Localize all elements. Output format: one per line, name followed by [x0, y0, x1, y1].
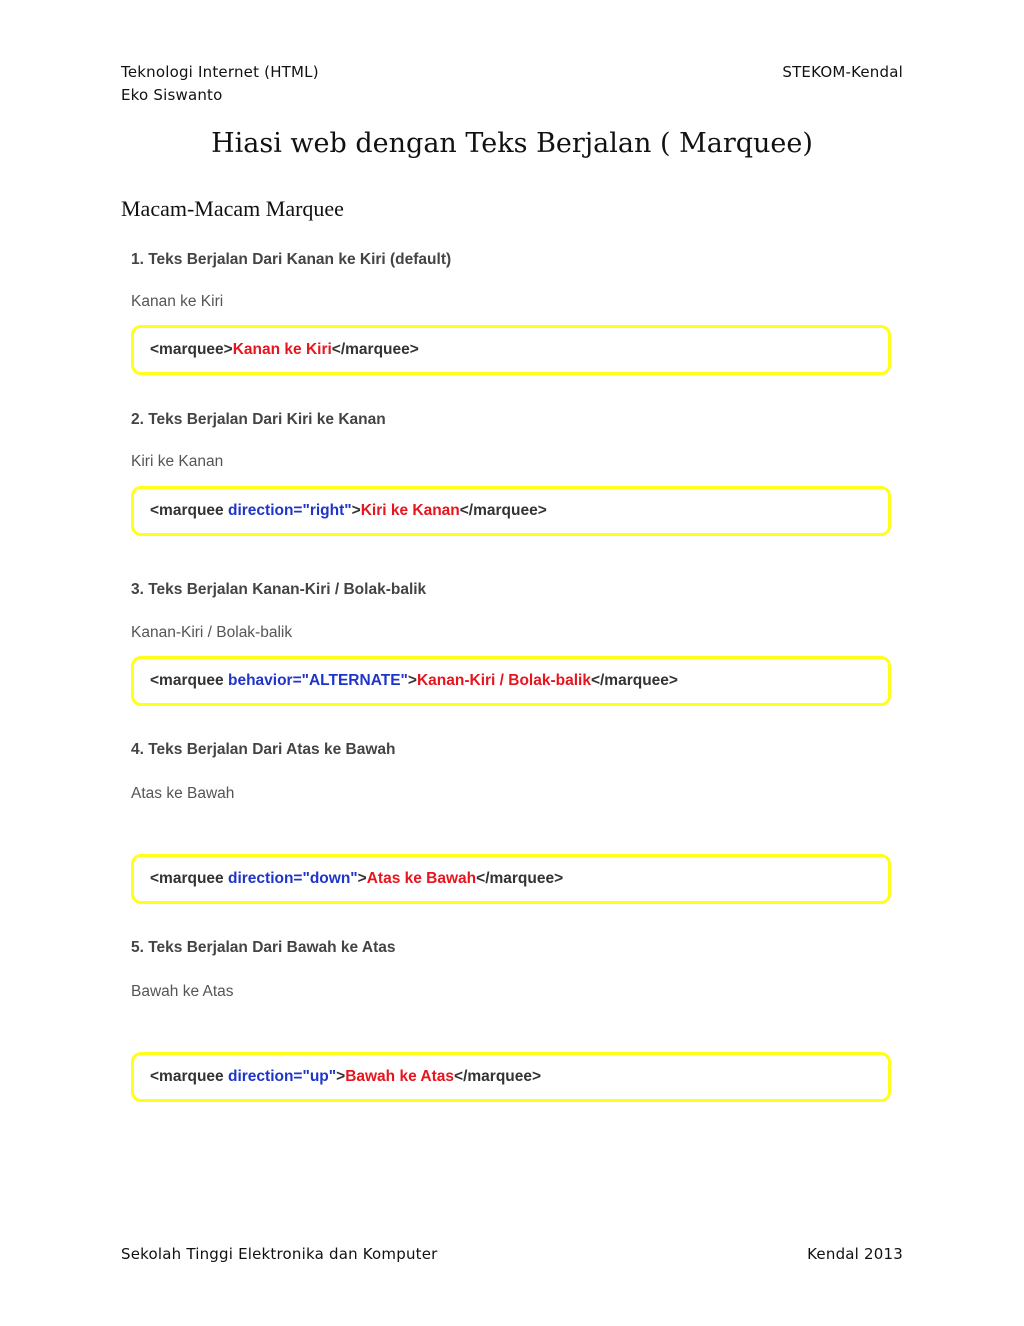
code-line-3	[150, 672, 678, 690]
code-tag-bracket: >	[351, 502, 361, 519]
code-tag-open: <marquee	[150, 672, 228, 689]
section-subtitle: Macam-Macam Marquee	[121, 196, 344, 221]
code-line-4	[150, 870, 563, 888]
code-tag-close: </marquee>	[454, 1068, 542, 1085]
code-line-5	[150, 1068, 541, 1086]
code-tag-close: </marquee>	[476, 870, 564, 887]
demo-text-1: Kanan ke Kiri	[131, 293, 224, 310]
section-heading-4: 4. Teks Berjalan Dari Atas ke Bawah	[131, 741, 396, 758]
code-box-1	[131, 325, 891, 375]
code-tag-open: <marquee	[150, 870, 228, 887]
section-heading-3: 3. Teks Berjalan Kanan-Kiri / Bolak-balik	[131, 581, 427, 598]
code-tag-open: <marquee	[150, 1068, 228, 1085]
code-content: Atas ke Bawah	[366, 870, 477, 887]
code-line-2	[150, 502, 547, 520]
demo-text-4: Atas ke Bawah	[131, 785, 235, 802]
page-title: Hiasi web dengan Teks Berjalan ( Marquee)	[211, 128, 813, 159]
footer-year: Kendal 2013	[807, 1245, 903, 1263]
code-tag-close: </marquee>	[331, 341, 419, 358]
code-tag-close: </marquee>	[459, 502, 547, 519]
code-box-2	[131, 486, 891, 536]
code-tag-bracket: >	[223, 341, 233, 358]
code-tag-close: </marquee>	[590, 672, 678, 689]
code-content: Kiri ke Kanan	[360, 502, 460, 519]
demo-text-2: Kiri ke Kanan	[131, 453, 224, 470]
demo-text-3: Kanan-Kiri / Bolak-balik	[131, 624, 293, 641]
header-institution: STEKOM-Kendal	[782, 63, 903, 81]
code-line-1	[150, 341, 419, 359]
code-attribute: direction="right"	[227, 502, 352, 519]
code-attribute: behavior="ALTERNATE"	[227, 672, 408, 689]
section-heading-5: 5. Teks Berjalan Dari Bawah ke Atas	[131, 939, 396, 956]
header-course: Teknologi Internet (HTML)	[121, 63, 319, 81]
code-box-4	[131, 854, 891, 904]
code-tag-bracket: >	[336, 1068, 346, 1085]
code-content: Kanan ke Kiri	[232, 341, 332, 358]
footer-institution: Sekolah Tinggi Elektronika dan Komputer	[121, 1245, 438, 1263]
code-content: Bawah ke Atas	[345, 1068, 455, 1085]
code-attribute: direction="down"	[227, 870, 358, 887]
code-box-5	[131, 1052, 891, 1102]
code-tag-bracket: >	[407, 672, 417, 689]
code-box-3	[131, 656, 891, 706]
code-tag-open: <marquee	[150, 341, 224, 358]
code-content: Kanan-Kiri / Bolak-balik	[416, 672, 591, 689]
code-tag-bracket: >	[357, 870, 367, 887]
demo-text-5: Bawah ke Atas	[131, 983, 234, 1000]
section-heading-1: 1. Teks Berjalan Dari Kanan ke Kiri (default)	[131, 251, 452, 268]
code-tag-open: <marquee	[150, 502, 228, 519]
section-heading-2: 2. Teks Berjalan Dari Kiri ke Kanan	[131, 411, 386, 428]
header-author: Eko Siswanto	[121, 86, 223, 104]
code-attribute: direction="up"	[227, 1068, 337, 1085]
